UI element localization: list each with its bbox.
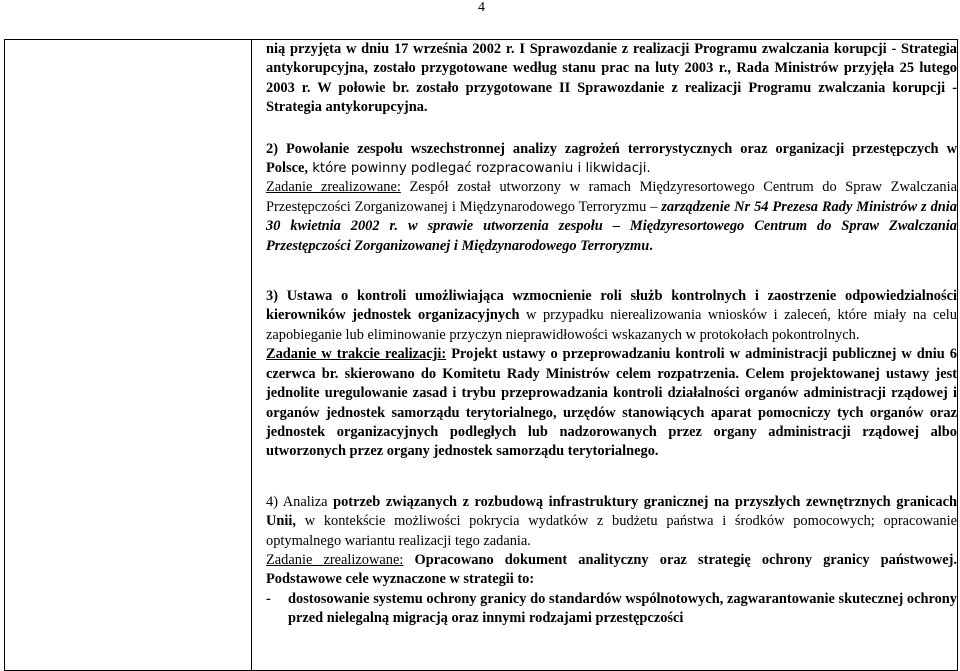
item-4-heading: potrzeb związanych z rozbudową infrastruktury granicznej na przyszłych zewnętrznych granicach Unii, xyxy=(266,493,958,530)
item-4-status-text: Opracowano dokument analityczny oraz strategię ochrony granicy państwowej. Podstawowe cele wyznaczone w strategii to: xyxy=(266,551,957,588)
left-column xyxy=(5,40,252,670)
item-3-status-text: Projekt ustawy o przeprowadzaniu kontroli w administracji publicznej w dniu 6 czerwca br. skierowano do Komitetu Rady Ministrów celem rozpatrzenia. Celem projektowanej ustawy jest jednolite uregulowanie zasad i trybu przeprowadzania kontroli działalności organów administracji rządowej i organów jednostek samorządu terytorialnego, urzędów stanowiących aparat pomocniczy tych organów oraz jednostek organizacyjnych podległych lub nadzorowanych przez organy administracji rządowej albo utworzonych przez organy jednostek samorządu terytorialnego. xyxy=(266,346,957,460)
item-4-bullet xyxy=(266,590,957,629)
item-3-status-label: Zadanie w trakcie realizacji: xyxy=(266,346,447,363)
item-3 xyxy=(266,287,957,462)
item-2-status-end: . xyxy=(649,237,653,254)
bullet-dash: - xyxy=(266,590,271,607)
item-2-status-text: Zespół został utworzony w ramach Międzyresortowego Centrum do Spraw Zwalczania Przestępczości Zorganizowanej i Międzynarodowego Terroryzmu – xyxy=(266,179,957,215)
item-2-status-italic: zarządzenie Nr 54 Prezesa Rady Ministrów z dnia 30 kwietnia 2002 r. w sprawie utworzenia zespołu – Międzyresortowego Centrum do Spraw Zwalczania Przestępczości Zorganizowanej i Międzynarodowego Terroryzmu xyxy=(266,198,957,254)
item-2-heading: 2) Powołanie zespołu wszechstronnej analizy zagrożeń terrorystycznych oraz organizacji przestępczych w Polsce, xyxy=(266,140,957,177)
page-number: 4 xyxy=(478,0,485,15)
item-2-status-label: Zadanie zrealizowane: xyxy=(266,179,401,196)
item-4-status-label: Zadanie zrealizowane: xyxy=(266,551,404,568)
item-2-heading-rest: które powinny podlegać rozpracowaniu i likwidacji. xyxy=(307,161,651,177)
item-3-heading-rest: w przypadku nierealizowania wniosków i zaleceń, które miały na celu zapobieganie lub eliminowanie przyczyn nieprawidłowości wskazanych w protokołach pokontrolnych. xyxy=(266,307,957,343)
bullet-text: dostosowanie systemu ochrony granicy do standardów wspólnotowych, zagwarantowanie skutecznej ochrony przed nielegalną migracją oraz innymi rodzajami przestępczości xyxy=(288,590,957,627)
content-column xyxy=(266,40,957,629)
document-table xyxy=(4,39,958,671)
item-2 xyxy=(266,140,957,256)
item-4 xyxy=(266,493,957,590)
item-3-heading: 3) Ustawa o kontroli umożliwiająca wzmocnienie roli służb kontrolnych i zaostrzenie odpowiedzialności kierowników jednostek organizacyjnych xyxy=(266,288,957,324)
item-4-heading-rest: w kontekście możliwości pokrycia wydatków z budżetu państwa i środków pomocowych; opracowanie optymalnego wariantu realizacji tego zadania. xyxy=(266,513,957,549)
item-4-lead: 4) Analiza xyxy=(266,493,334,510)
paragraph-1: nią przyjęta w dniu 17 września 2002 r. I Sprawozdanie z realizacji Programu zwalczania korupcji - Strategia antykorupcyjna, zostało przygotowane według stanu prac na luty 2003 r., Rada Ministrów przyjęła 25 lutego 2003 r. W połowie br. zostało przygotowane II Sprawozdanie z realizacji Programu zwalczania korupcji - Strategia antykorupcyjna. xyxy=(266,41,957,116)
